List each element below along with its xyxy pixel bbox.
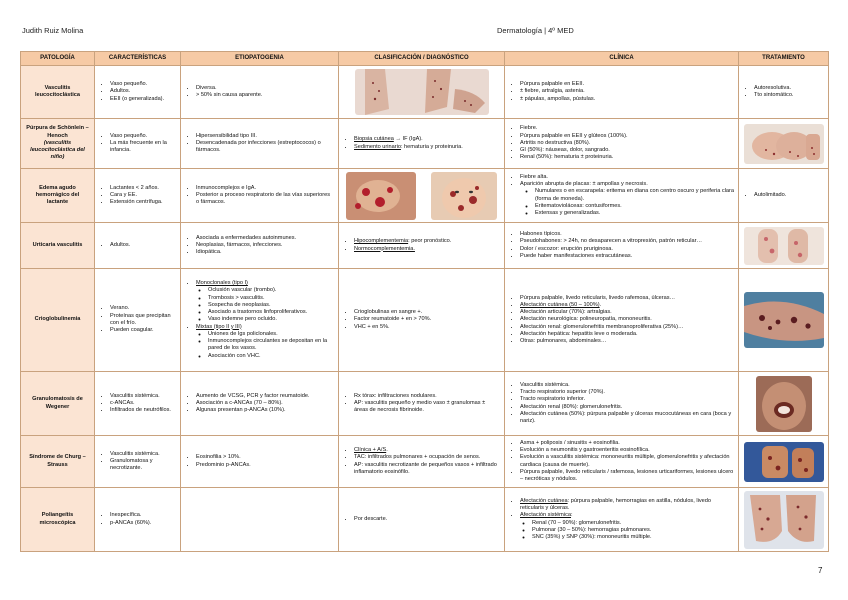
term-detail: Afectación renal: glomerulonefritis membranoproliferativa (25%)… bbox=[520, 323, 684, 330]
list-item: • Vasculitis sistémica. bbox=[110, 451, 176, 458]
etiopathogenesis-cell bbox=[181, 269, 339, 372]
list-item: • Tracto respiratorio inferior. bbox=[520, 396, 734, 403]
characteristics-cell bbox=[95, 66, 181, 119]
term-detail: : peor pronóstico. bbox=[408, 238, 452, 245]
col-header-clasificacion: CLASIFICACIÓN / DIAGNÓSTICO bbox=[339, 52, 505, 66]
classification-cell bbox=[339, 169, 505, 223]
list-item: • > 50% sin causa aparente. bbox=[196, 92, 334, 99]
characteristics-cell bbox=[95, 169, 181, 223]
list-item: ◦ Renal (70 – 90%): glomerulonefritis. bbox=[532, 520, 734, 527]
characteristics-cell bbox=[95, 372, 181, 436]
list-item: • Adultos. bbox=[110, 88, 176, 95]
list-item: • Fiebre. bbox=[520, 125, 734, 132]
treatment-cell bbox=[739, 169, 829, 223]
list-item: • Habones típicos. bbox=[520, 231, 734, 238]
list-item: • Vaso pequeño. bbox=[110, 133, 176, 140]
list-item: • Crioglobulinas en sangre +. bbox=[354, 309, 500, 316]
list-item bbox=[354, 136, 500, 143]
list-item: ◦ Oclusión vascular (trombo). bbox=[208, 287, 334, 294]
list-item bbox=[520, 316, 734, 323]
list-item: • Neoplasias, fármacos, infecciones. bbox=[196, 242, 334, 249]
list-item: • Asociación a c-ANCAs (70 – 80%). bbox=[196, 400, 334, 407]
list-item: • Vasculitis sistémica. bbox=[520, 382, 734, 389]
list-item: • GI (50%): náuseas, dolor, sangrado. bbox=[520, 147, 734, 154]
col-header-patologia: PATOLOGÍA bbox=[21, 52, 95, 66]
list-item: ◦ Asociación con VHC. bbox=[208, 353, 334, 360]
etiopathogenesis-cell bbox=[181, 372, 339, 436]
table-row bbox=[21, 372, 829, 436]
legs-purpura-photo bbox=[355, 69, 489, 115]
term-detail: Púrpura palpable, livedo reticularis, livedo rafemosa, úlceras… bbox=[520, 294, 676, 301]
underlined-term: Afectación cutánea bbox=[520, 497, 568, 504]
list-item: ◦ Eritematovioláceas: contusiformes. bbox=[535, 203, 734, 210]
list-item: ◦ Vaso indemne pero ocluido. bbox=[208, 316, 334, 323]
urticaria-legs-photo bbox=[744, 227, 824, 265]
classification-cell bbox=[339, 488, 505, 552]
pathology-name: Edema agudo hemorrágico del lactante bbox=[21, 169, 95, 223]
term-detail: : púrpura palpable, hemorragias en astilla, nódulos, livedo reticularis y úlceras. bbox=[520, 497, 711, 511]
underlined-term: Afectación sistémica bbox=[520, 512, 571, 519]
underlined-term: Afectación cutánea (50 – 100%) bbox=[520, 301, 600, 308]
list-item: • ± pápulas, ampollas, pústulas. bbox=[520, 96, 734, 103]
clinical-cell bbox=[505, 66, 739, 119]
treatment-cell bbox=[739, 223, 829, 269]
list-item: • Asma + poliposis / sinusitis + eosinofilia. bbox=[520, 440, 734, 447]
list-item: ◦ Extensas y generalizadas. bbox=[535, 210, 734, 217]
list-item bbox=[520, 331, 734, 338]
list-item: • Infiltrados de neutrófilos. bbox=[110, 407, 176, 414]
etiopathogenesis-cell bbox=[181, 119, 339, 169]
list-item: • Afectación cutánea (50%): púrpura palpable y úlceras mucocutáneas en cara (boca y nariz). bbox=[520, 411, 734, 426]
list-item: • Eosinofilia > 10%. bbox=[196, 454, 334, 461]
list-item bbox=[520, 338, 734, 345]
etiopathogenesis-cell bbox=[181, 223, 339, 269]
list-item: • Posterior a proceso respiratorio de las vías superiores o fármacos. bbox=[196, 192, 334, 207]
list-item: • Granulomatosa y necrotizante. bbox=[110, 458, 176, 473]
list-item bbox=[354, 454, 500, 461]
list-item: • Algunas presentan p-ANCAs (10%). bbox=[196, 407, 334, 414]
classification-cell bbox=[339, 269, 505, 372]
underlined-term: Sedimento urinario bbox=[354, 143, 401, 150]
infant-edema-photos bbox=[340, 171, 503, 221]
col-header-tratamiento: TRATAMIENTO bbox=[739, 52, 829, 66]
vasculitis-table bbox=[20, 51, 829, 552]
list-item: ◦ Uniones de Igs policlonales. bbox=[208, 331, 334, 338]
term-detail: Afectación hepática: hepatitis leve o moderada. bbox=[520, 330, 638, 337]
list-item: • Cara y EE. bbox=[110, 192, 176, 199]
list-item: • VHC + en 5%. bbox=[354, 324, 500, 331]
list-item: • Proteínas que precipitan con el frío. bbox=[110, 313, 176, 328]
list-item: • Asociada a enfermedades autoinmunes. bbox=[196, 235, 334, 242]
list-item: • Fiebre alta. bbox=[520, 174, 734, 181]
list-item: • Evolución a neumonitis y gastroenteritis eosinofílica. bbox=[520, 447, 734, 454]
list-item: ◦ Asociado a trastornos linfoproliferativos. bbox=[208, 309, 334, 316]
underlined-term: Biopsia cutánea bbox=[354, 136, 394, 143]
pathology-name bbox=[21, 119, 95, 169]
table-row bbox=[21, 488, 829, 552]
list-item: • Inmunocomplejos e IgA. bbox=[196, 185, 334, 192]
microscopic-polyangiitis-feet-photo bbox=[744, 491, 824, 549]
term-detail: Afectación articular (70%): artralgias. bbox=[520, 309, 612, 316]
list-item: • Vaso pequeño. bbox=[110, 81, 176, 88]
list-item: • c-ANCAs. bbox=[110, 400, 176, 407]
classification-cell bbox=[339, 436, 505, 488]
list-item: • Rx tórax: infiltraciones nodulares. bbox=[354, 393, 500, 400]
list-item bbox=[354, 447, 500, 454]
characteristics-cell bbox=[95, 488, 181, 552]
list-item: • Por descarte. bbox=[354, 516, 500, 523]
buttocks-purpura-photo bbox=[744, 124, 824, 164]
etiopathogenesis-cell bbox=[181, 66, 339, 119]
list-item: • Puede haber manifestaciones extracutáneas. bbox=[520, 253, 734, 260]
treatment-cell bbox=[739, 488, 829, 552]
list-item: • ± fiebre, artralgia, astenia. bbox=[520, 88, 734, 95]
characteristics-cell bbox=[95, 223, 181, 269]
table-row bbox=[21, 223, 829, 269]
list-item bbox=[196, 280, 334, 324]
clinical-cell bbox=[505, 269, 739, 372]
churg-strauss-leg-photo bbox=[744, 442, 824, 482]
list-item bbox=[520, 295, 734, 302]
list-item: • Autoresolutiva. bbox=[754, 85, 824, 92]
treatment-cell bbox=[739, 66, 829, 119]
term-detail: : bbox=[571, 512, 573, 519]
list-item: • Tto sintomático. bbox=[754, 92, 824, 99]
list-item bbox=[354, 246, 500, 253]
table-row bbox=[21, 169, 829, 223]
list-item: • Pueden coagular. bbox=[110, 327, 176, 334]
list-item bbox=[520, 498, 734, 513]
term-detail: . bbox=[599, 301, 602, 308]
pathology-name: Urticaria vasculitis bbox=[21, 223, 95, 269]
pathology-note: (vasculitis leucocitoclástica del niño) bbox=[30, 139, 85, 161]
etiopathogenesis-cell bbox=[181, 488, 339, 552]
wegener-facial-lesion-photo bbox=[756, 376, 812, 432]
list-item: • Aumento de VCSG, PCR y factor reumatoide. bbox=[196, 393, 334, 400]
clinical-cell bbox=[505, 488, 739, 552]
clinical-cell bbox=[505, 223, 739, 269]
list-item: ◦ Trombosis > vasculitis. bbox=[208, 295, 334, 302]
col-header-etiopatogenia: ETIOPATOGENIA bbox=[181, 52, 339, 66]
term-detail: → IF (IgA). bbox=[393, 136, 423, 143]
list-item: • Factor reumatoide + en > 70%. bbox=[354, 316, 500, 323]
list-item: • Lactantes < 2 años. bbox=[110, 185, 176, 192]
col-header-clinica: CLÍNICA bbox=[505, 52, 739, 66]
clinical-cell bbox=[505, 169, 739, 223]
list-item bbox=[196, 324, 334, 360]
list-item: ◦ Inmunocomplejos circulantes se depositan en la pared de los vasos. bbox=[208, 338, 334, 353]
treatment-cell bbox=[739, 436, 829, 488]
list-item: • Inespecífica. bbox=[110, 512, 176, 519]
treatment-cell bbox=[739, 269, 829, 372]
term-detail: AP: vasculitis necrotizante de pequeños vasos + infiltrado inflamatorio eosinófilo. bbox=[354, 461, 497, 475]
classification-cell bbox=[339, 119, 505, 169]
term-detail: TAC: infiltrados pulmonares + ocupación de senos. bbox=[354, 454, 481, 461]
course-title: Dermatología | 4º MED bbox=[497, 26, 574, 35]
list-item bbox=[354, 144, 500, 151]
list-item: • Afectación renal (80%): glomerulonefritis. bbox=[520, 404, 734, 411]
list-item: • Pseudohabones: > 24h, no desaparecen a vitropresión, patrón reticular… bbox=[520, 238, 734, 245]
treatment-cell bbox=[739, 372, 829, 436]
list-item: • Artritis no destructiva (80%). bbox=[520, 140, 734, 147]
author-name: Judith Ruiz Molina bbox=[22, 26, 84, 35]
list-item bbox=[520, 309, 734, 316]
classification-cell bbox=[339, 66, 505, 119]
underlined-term: Normocomplementemia. bbox=[354, 245, 415, 252]
list-item: • EEII (o generalizada). bbox=[110, 96, 176, 103]
infant-face-photo bbox=[431, 172, 497, 220]
cryoglobulinemia-leg-ulcers-photo bbox=[744, 292, 824, 348]
classification-cell bbox=[339, 223, 505, 269]
list-item bbox=[520, 302, 734, 309]
treatment-cell bbox=[739, 119, 829, 169]
term-detail: : hematuria y proteinuria. bbox=[400, 143, 463, 150]
table-row bbox=[21, 119, 829, 169]
characteristics-cell bbox=[95, 436, 181, 488]
clinical-cell bbox=[505, 436, 739, 488]
list-item bbox=[354, 238, 500, 245]
page-number: 7 bbox=[818, 566, 823, 575]
list-item: • Adultos. bbox=[110, 242, 176, 249]
list-item: ◦ Pulmonar (30 – 50%): hemorragias pulmonares. bbox=[532, 527, 734, 534]
pathology-name: Crioglobulinemia bbox=[21, 269, 95, 372]
list-item: • Extensión centrífuga. bbox=[110, 199, 176, 206]
table-row bbox=[21, 436, 829, 488]
table-header-row bbox=[21, 52, 829, 66]
term-detail: . bbox=[386, 446, 388, 453]
list-item bbox=[520, 512, 734, 541]
list-item: • Púrpura palpable en EEII y glúteos (100%). bbox=[520, 133, 734, 140]
list-item: • Evolución a vasculitis sistémica: mononeuritis múltiple, glomerulonefritis y afectación cardiaca (causa de muerte). bbox=[520, 454, 734, 469]
underlined-term: Mixtas (tipo II y III) bbox=[196, 323, 242, 330]
pathology-name: Síndrome de Churg – Strauss bbox=[21, 436, 95, 488]
infant-arm-photo bbox=[346, 172, 416, 220]
characteristics-cell bbox=[95, 119, 181, 169]
list-item: • AP: vasculitis pequeño y medio vaso ± granulomas ± áreas de necrosis fibrinoide. bbox=[354, 400, 500, 415]
list-item: • Autolimitado. bbox=[754, 192, 824, 199]
pathology-title: Púrpura de Schönlein – Henoch bbox=[26, 125, 89, 139]
list-item: ◦ Numulares o en escarapela: eritema en diana con centro oscuro y periferia clara (forma de moneda). bbox=[535, 188, 734, 203]
list-item: • Predominio p-ANCAs. bbox=[196, 462, 334, 469]
list-item: • Tracto respiratorio superior (70%). bbox=[520, 389, 734, 396]
etiopathogenesis-cell bbox=[181, 436, 339, 488]
list-item bbox=[520, 324, 734, 331]
list-item: • Diversa. bbox=[196, 85, 334, 92]
list-item: • Hipersensibilidad tipo III. bbox=[196, 133, 334, 140]
term-detail: Afectación neurológica: polineuropatía, mononeuritis. bbox=[520, 316, 652, 323]
table-row bbox=[21, 66, 829, 119]
underlined-term: Clínica + A/S bbox=[354, 446, 387, 453]
list-item: • La más frecuente en la infancia. bbox=[110, 140, 176, 155]
list-item: • p-ANCAs (60%). bbox=[110, 520, 176, 527]
term-detail: Otras: pulmonares, abdominales… bbox=[520, 338, 607, 345]
underlined-term: Hipocomplementemia bbox=[354, 238, 409, 245]
list-item: • Idiopática. bbox=[196, 249, 334, 256]
list-item: • Desencadenada por infecciones (estreptococos) o fármacos. bbox=[196, 140, 334, 155]
col-header-caracteristicas: CARACTERÍSTICAS bbox=[95, 52, 181, 66]
list-item: • Aparición abrupta de placas: ± ampollas y necrosis. bbox=[520, 181, 734, 188]
list-item: • Púrpura palpable en EEII. bbox=[520, 81, 734, 88]
list-item: • Vasculitis sistémica. bbox=[110, 393, 176, 400]
etiopathogenesis-cell bbox=[181, 169, 339, 223]
underlined-term: Monoclonales (tipo I) bbox=[196, 280, 248, 287]
characteristics-cell bbox=[95, 269, 181, 372]
pathology-name: Poliangeítis microscópica bbox=[21, 488, 95, 552]
list-item: ◦ Sospecha de neoplasias. bbox=[208, 302, 334, 309]
pathology-name: Vasculitis leucocitoclástica bbox=[21, 66, 95, 119]
table-row bbox=[21, 269, 829, 372]
list-item: • Renal (50%): hematuria ± proteinuria. bbox=[520, 154, 734, 161]
clinical-cell bbox=[505, 119, 739, 169]
list-item: • Púrpura palpable, livedo reticularis / rafemosa, lesiones urticariformes, lesiones ulcero – necróticas y nódulos. bbox=[520, 469, 734, 484]
clinical-cell bbox=[505, 372, 739, 436]
pathology-name: Granulomatosis de Wegener bbox=[21, 372, 95, 436]
list-item: • Dolor / escozor: erupción pruriginosa. bbox=[520, 246, 734, 253]
list-item: ◦ SNC (35%) y SNP (30%): mononeuritis múltiple. bbox=[532, 534, 734, 541]
list-item: • Verano. bbox=[110, 305, 176, 312]
classification-cell bbox=[339, 372, 505, 436]
list-item bbox=[354, 462, 500, 477]
